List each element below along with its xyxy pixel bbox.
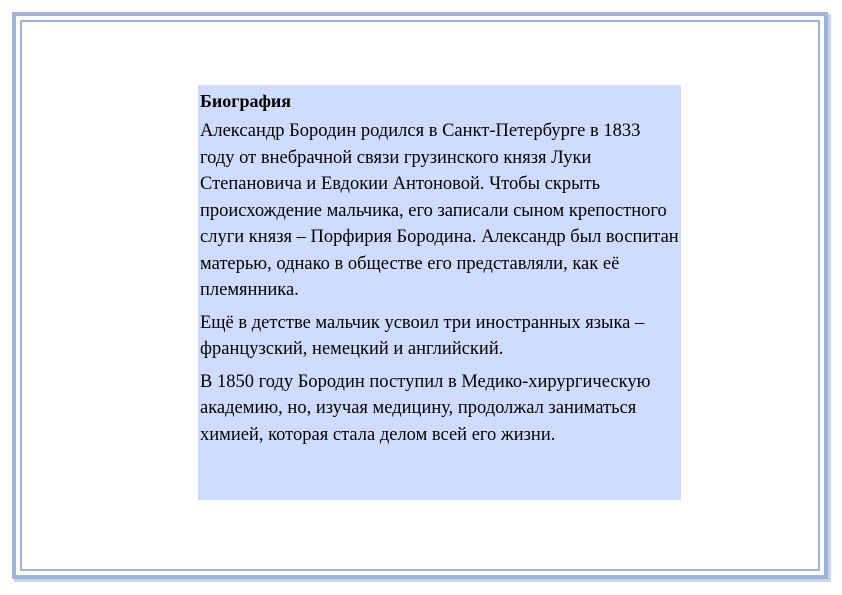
- paragraph-birth: Александр Бородин родился в Санкт-Петербурге в 1833 году от внебрачной связи грузинского князя Луки Степановича и Евдокии Антоновой. Чтобы скрыть происхождение мальчика, его записали сыном крепостного слуги князя – Порфирия Бородина. Александр был воспитан матерью, однако в обществе его представляли, как её племянника.: [200, 121, 679, 300]
- biography-text-box: [198, 85, 681, 500]
- biography-heading: Биография: [200, 91, 292, 111]
- paragraph-academy: В 1850 году Бородин поступил в Медико-хирургическую академию, но, изучая медицину, продолжал заниматься химией, которая стала делом всей его жизни.: [200, 371, 651, 445]
- frame-shadow-bottom: [14, 579, 831, 582]
- paragraph-languages: Ещё в детстве мальчик усвоил три иностранных языка – французский, немецкий и английский.: [200, 312, 645, 359]
- frame-shadow-right: [828, 14, 831, 581]
